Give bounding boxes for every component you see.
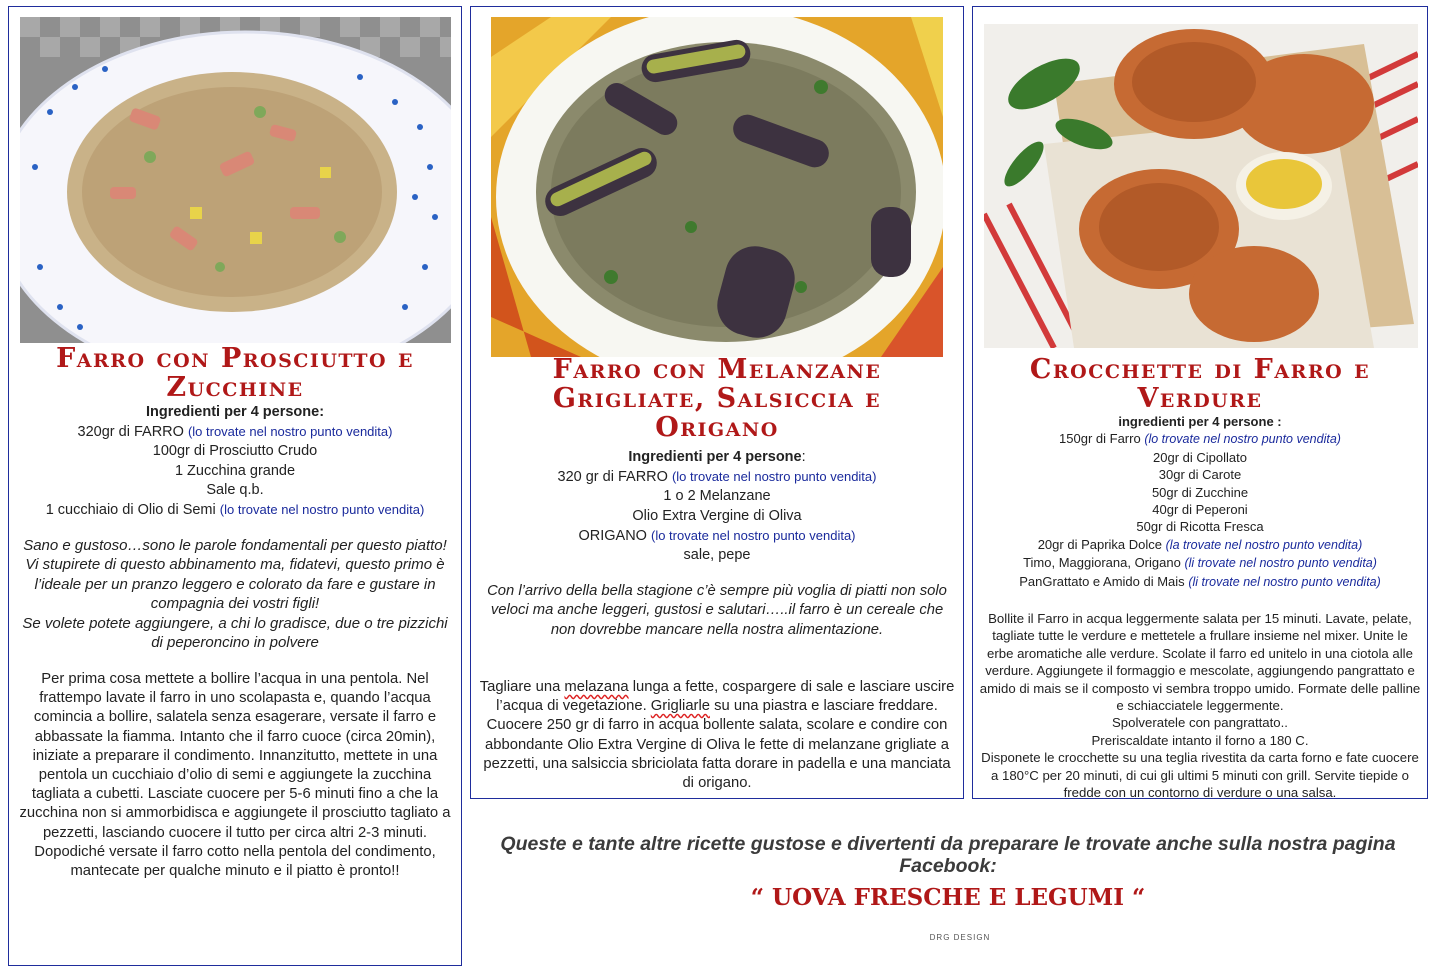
recipe-method — [979, 610, 1421, 801]
facebook-page-name: “ UOVA FRESCHE E LEGUMI “ — [750, 884, 1146, 911]
title-line: Farro con Melanzane — [552, 354, 882, 385]
method-paragraph: Disponete le crocchette su una teglia rivestita da carta forno e fate cuocere a 180°C per 20 minuti, di cui gli ultimi 5 minuti con grill. Servite tiepide o fredde con un contorno di verdure o una salsa. — [981, 750, 1419, 801]
store-note: (lo trovate nel nostro punto vendita) — [651, 527, 856, 543]
ingredient-item — [977, 430, 1423, 448]
ingredients-heading: ingredienti per 4 persone : — [1118, 414, 1282, 429]
misspelled-word: melazana — [564, 679, 629, 695]
ingredient-text: PanGrattato e Amido di Mais — [1019, 573, 1185, 589]
ingredient-item — [13, 422, 457, 442]
title-line: Origano — [655, 412, 779, 443]
method-text: lunga a fette, cospargere di sale e lasciare uscire l’acqua di vegetazione. — [496, 679, 955, 715]
ingredients-heading: Ingredienti per 4 persone: — [145, 404, 325, 420]
ingredients-heading: Ingredienti per 4 persone — [628, 449, 802, 465]
store-note: (lo trovate nel nostro punto vendita) — [671, 469, 877, 485]
recipe-title — [979, 355, 1421, 413]
title-line: Verdure — [1137, 383, 1263, 414]
method-text: su una piastra e lasciare freddare. Cuocere 250 gr di farro in acqua bollente salata, scolare e condire con abbondante Olio Extra Vergine di Oliva le fette di melanzane grigliate a pezzetti, una salsiccia sbriciolata fatta dorare in padella e una manciata di origano. — [483, 698, 951, 792]
ingredient-item: 50gr di Ricotta Fresca — [1136, 519, 1264, 535]
ingredient-item: 100gr di Prosciutto Crudo — [152, 443, 318, 460]
ingredient-text: 320 gr di FARRO — [557, 469, 668, 486]
intro-paragraph: Sano e gustoso…sono le parole fondamentali per questo piatto! Vi stupirete di questo abbinamento ma, fidatevi, questo primo è l’ideale per un pranzo leggero e colorato da fare e gustare in compagnia dei vostri figli! — [23, 537, 447, 613]
ingredient-item: Olio Extra Vergine di Oliva — [632, 507, 802, 524]
ingredient-text: 20gr di Paprika Dolce — [1037, 536, 1162, 552]
recipe-method — [479, 678, 955, 793]
ingredients-list — [13, 403, 457, 520]
misspelled-word: Grigliarle — [650, 698, 710, 715]
method-paragraph: Spolveratele con pangrattato.. — [1112, 715, 1288, 731]
crocchette-photo — [984, 24, 1418, 348]
title-line: Crocchette di Farro e — [1029, 354, 1371, 385]
ingredient-item — [475, 526, 959, 546]
facebook-promo-text: Queste e tante altre ricette gustose e divertenti da preparare le trovate anche sulla nostra pagina Facebook: — [500, 833, 1396, 877]
ingredient-item — [977, 554, 1423, 572]
farro-prosciutto-photo — [20, 17, 451, 343]
ingredient-item — [13, 500, 457, 520]
recipe-method: Per prima cosa mettete a bollire l’acqua in una pentola. Nel frattempo lavate il farro in uno scolapasta e, quando l’acqua comincia a bollire, salatela senza esagerare, versate il farro e abbassate la fiamma. Intanto che il farro cuoce (circa 20min), iniziate a preparare il condimento. Innanzitutto, mettete in una pentola un cucchiaio d’olio di semi e aggiungete la zucchina tagliata a cubetti. Lasciate cuocere per 5-6 minuti fino a che la zucchina non si ammorbidisca e aggiungete il prosciutto tagliato a pezzetti, lasciando cuocere il tutto per circa altri 2-3 minuti. Dopodiché versate il farro cotto nella pentola del condimento, mantecate per qualche minuto e il piatto è pronto!! — [19, 671, 451, 880]
ingredient-item: 30gr di Carote — [1158, 467, 1242, 483]
recipe-title — [477, 355, 957, 442]
ingredient-text: Timo, Maggiorana, Origano — [1023, 555, 1181, 571]
ingredient-item — [475, 467, 959, 487]
store-note: (lo trovate nel nostro punto vendita) — [219, 502, 425, 518]
ingredients-heading-row: Ingredienti per 4 persone: — [628, 449, 806, 465]
method-paragraph: Bollite il Farro in acqua leggermente salata per 15 minuti. Lavate, pelate, tagliate tutte le verdure e mettetele a frullare insieme nel mixer. Unite le erbe aromatiche alle verdure. Scolate il farro ed unitelo in una ciotola alle verdure. Aggiungete il formaggio e mescolate, aggiungendo pangrattato e amido di mais se il composto vi sembra troppo umido. Formate delle palline e schiacciatele leggermente. — [979, 611, 1421, 714]
ingredient-text: 320gr di FARRO — [77, 424, 184, 441]
method-text: Tagliare una — [479, 679, 565, 695]
ingredient-item — [977, 573, 1423, 591]
store-note: (lo trovate nel nostro punto vendita) — [187, 424, 393, 440]
ingredient-text: 150gr di Farro — [1059, 431, 1141, 447]
ingredients-list — [977, 413, 1423, 591]
recipe-intro: Con l’arrivo della bella stagione c’è sempre più voglia di piatti non solo veloci ma anche leggeri, gustosi e salutari…..il farro è un cereale che non dovrebbe mancare nella nostra alimentazione. — [487, 583, 947, 638]
ingredient-item — [977, 536, 1423, 554]
designer-credit: DRG DESIGN — [929, 933, 991, 942]
ingredient-item: 50gr di Zucchine — [1151, 484, 1249, 500]
ingredient-item: Sale q.b. — [206, 481, 264, 498]
ingredient-item: 1 Zucchina grande — [174, 462, 296, 479]
recipe-card-farro-melanzane — [470, 6, 964, 799]
title-line: Grigliate, Salsiccia e — [552, 383, 882, 414]
store-note: (li trovate nel nostro punto vendita) — [1188, 574, 1381, 589]
recipe-title — [15, 344, 455, 402]
ingredient-text: 1 cucchiaio di Olio di Semi — [45, 502, 216, 519]
ingredient-text: ORIGANO — [578, 527, 647, 544]
store-note: (la trovate nel nostro punto vendita) — [1165, 537, 1363, 552]
store-note: (li trovate nel nostro punto vendita) — [1184, 556, 1377, 571]
ingredient-item: 1 o 2 Melanzane — [663, 488, 771, 505]
ingredients-list — [475, 448, 959, 565]
ingredient-item: 40gr di Peperoni — [1152, 502, 1248, 518]
title-line: Zucchine — [166, 372, 304, 403]
store-note: (lo trovate nel nostro punto vendita) — [1144, 432, 1341, 447]
recipe-intro — [17, 536, 453, 652]
ingredient-item: sale, pepe — [683, 547, 751, 564]
farro-melanzane-photo — [491, 17, 943, 357]
title-line: Farro con Prosciutto e — [56, 343, 414, 374]
recipe-card-farro-prosciutto — [8, 6, 462, 966]
ingredient-item: 20gr di Cipollato — [1153, 449, 1247, 465]
method-paragraph: Preriscaldate intanto il forno a 180 C. — [1091, 732, 1309, 748]
intro-paragraph: Se volete potete aggiungere, a chi lo gradisce, due o tre pizzichi di peperoncino in polvere — [22, 614, 448, 652]
recipe-card-crocchette — [972, 6, 1428, 799]
